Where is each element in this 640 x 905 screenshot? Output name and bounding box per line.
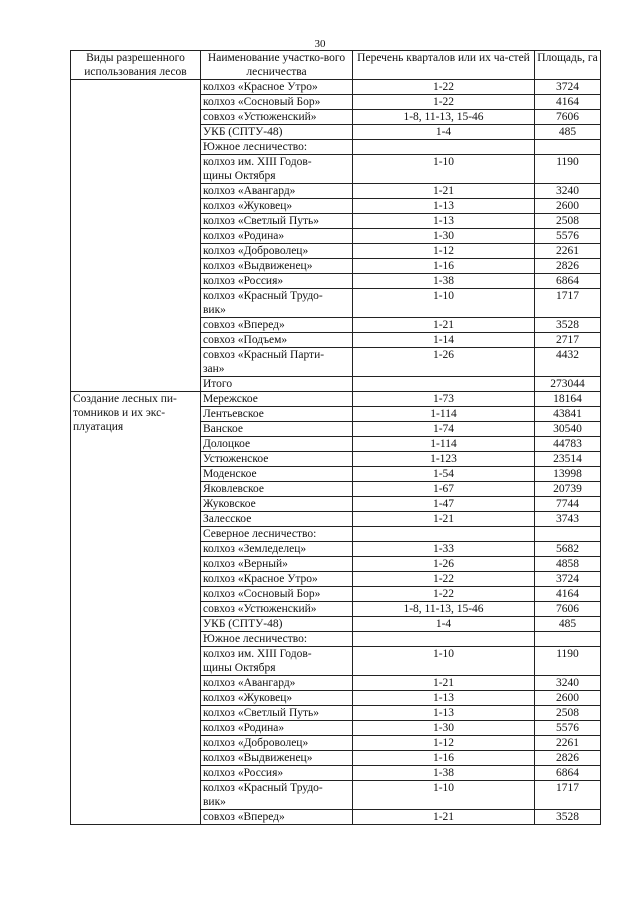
table-row (71, 392, 601, 407)
area-cell: 43841 (535, 407, 601, 422)
forestry-name-cell: колхоз «Авангард» (201, 676, 353, 691)
page-number: 30 (314, 38, 326, 50)
area-cell: 3528 (535, 318, 601, 333)
table-row (71, 80, 601, 95)
forestry-name-cell: колхоз «Родина» (201, 229, 353, 244)
quarters-cell: 1-47 (353, 497, 535, 512)
forestry-name-cell: колхоз «Жуковец» (201, 199, 353, 214)
area-cell: 4164 (535, 587, 601, 602)
quarters-cell: 1-13 (353, 706, 535, 721)
area-cell: 30540 (535, 422, 601, 437)
area-cell: 3724 (535, 80, 601, 95)
quarters-cell: 1-54 (353, 467, 535, 482)
forestry-name-cell: Жуковское (201, 497, 353, 512)
quarters-cell (353, 377, 535, 392)
forestry-name-cell: колхоз «Верный» (201, 557, 353, 572)
forestry-name-cell: колхоз им. XIII Годов- щины Октября (201, 155, 353, 184)
forestry-name-cell: колхоз «Авангард» (201, 184, 353, 199)
quarters-cell: 1-26 (353, 557, 535, 572)
area-cell: 18164 (535, 392, 601, 407)
forestry-name-cell: колхоз «Доброволец» (201, 736, 353, 751)
quarters-cell: 1-10 (353, 155, 535, 184)
quarters-cell (353, 140, 535, 155)
quarters-cell: 1-10 (353, 781, 535, 810)
area-cell: 2826 (535, 259, 601, 274)
forestry-name-cell: колхоз «Жуковец» (201, 691, 353, 706)
quarters-cell: 1-30 (353, 721, 535, 736)
forestry-name-cell: Южное лесничество: (201, 140, 353, 155)
area-cell: 1717 (535, 781, 601, 810)
area-cell: 485 (535, 617, 601, 632)
forestry-name-cell: Залесское (201, 512, 353, 527)
area-cell: 7744 (535, 497, 601, 512)
use-type-cell (71, 80, 201, 392)
forestry-name-cell: колхоз «Земледелец» (201, 542, 353, 557)
quarters-cell: 1-12 (353, 736, 535, 751)
quarters-cell: 1-73 (353, 392, 535, 407)
forestry-name-cell: колхоз «Доброволец» (201, 244, 353, 259)
quarters-cell: 1-114 (353, 407, 535, 422)
forestry-name-cell: Моденское (201, 467, 353, 482)
quarters-cell: 1-74 (353, 422, 535, 437)
quarters-cell: 1-30 (353, 229, 535, 244)
forestry-name-cell: колхоз «Выдвиженец» (201, 259, 353, 274)
quarters-cell: 1-21 (353, 318, 535, 333)
area-cell (535, 140, 601, 155)
forestry-name-cell: совхоз «Вперед» (201, 810, 353, 825)
quarters-cell: 1-123 (353, 452, 535, 467)
forestry-name-cell: УКБ (СПТУ-48) (201, 125, 353, 140)
forestry-name-cell: Итого (201, 377, 353, 392)
area-cell: 5682 (535, 542, 601, 557)
quarters-cell: 1-4 (353, 125, 535, 140)
quarters-cell: 1-16 (353, 259, 535, 274)
forestry-name-cell: колхоз «Россия» (201, 274, 353, 289)
forestry-name-cell: совхоз «Устюженский» (201, 110, 353, 125)
forestry-name-cell: УКБ (СПТУ-48) (201, 617, 353, 632)
quarters-cell: 1-13 (353, 199, 535, 214)
quarters-cell: 1-26 (353, 348, 535, 377)
area-cell: 44783 (535, 437, 601, 452)
quarters-cell: 1-67 (353, 482, 535, 497)
quarters-cell: 1-8, 11-13, 15-46 (353, 602, 535, 617)
forestry-name-cell: совхоз «Вперед» (201, 318, 353, 333)
area-cell: 3240 (535, 184, 601, 199)
table-header-row (71, 51, 601, 80)
use-type-cell: Создание лесных пи-томников и их экс-плуатация (71, 392, 201, 825)
quarters-cell: 1-21 (353, 676, 535, 691)
quarters-cell: 1-114 (353, 437, 535, 452)
area-cell: 3240 (535, 676, 601, 691)
quarters-cell: 1-22 (353, 587, 535, 602)
forestry-name-cell: Долоцкое (201, 437, 353, 452)
forestry-name-cell: совхоз «Устюженский» (201, 602, 353, 617)
area-cell: 2600 (535, 691, 601, 706)
forestry-name-cell: колхоз им. XIII Годов- щины Октября (201, 647, 353, 676)
area-cell: 5576 (535, 229, 601, 244)
quarters-cell: 1-16 (353, 751, 535, 766)
area-cell: 7606 (535, 602, 601, 617)
forestry-name-cell: Яковлевское (201, 482, 353, 497)
forestry-name-cell: Устюженское (201, 452, 353, 467)
quarters-cell: 1-22 (353, 572, 535, 587)
forestry-name-cell: совхоз «Красный Парти- зан» (201, 348, 353, 377)
header-forestry-name: Наименование участко-вого лесничества (201, 51, 353, 80)
area-cell: 2261 (535, 736, 601, 751)
area-cell: 1717 (535, 289, 601, 318)
forestry-name-cell: колхоз «Сосновый Бор» (201, 587, 353, 602)
area-cell: 2826 (535, 751, 601, 766)
header-use-type: Виды разрешенного использования лесов (71, 51, 201, 80)
quarters-cell: 1-38 (353, 274, 535, 289)
quarters-cell: 1-22 (353, 95, 535, 110)
forestry-name-cell: колхоз «Светлый Путь» (201, 706, 353, 721)
area-cell: 1190 (535, 155, 601, 184)
quarters-cell: 1-8, 11-13, 15-46 (353, 110, 535, 125)
forest-use-table (70, 50, 601, 825)
area-cell: 2261 (535, 244, 601, 259)
header-quarters: Перечень кварталов или их ча-стей (353, 51, 535, 80)
area-cell: 485 (535, 125, 601, 140)
area-cell: 2600 (535, 199, 601, 214)
table-body (71, 80, 601, 825)
quarters-cell: 1-10 (353, 647, 535, 676)
forestry-name-cell: Южное лесничество: (201, 632, 353, 647)
quarters-cell: 1-13 (353, 691, 535, 706)
area-cell (535, 632, 601, 647)
quarters-cell (353, 527, 535, 542)
area-cell: 5576 (535, 721, 601, 736)
area-cell: 2508 (535, 214, 601, 229)
area-cell: 6864 (535, 274, 601, 289)
area-cell: 4164 (535, 95, 601, 110)
quarters-cell: 1-21 (353, 184, 535, 199)
area-cell: 3724 (535, 572, 601, 587)
forestry-name-cell: колхоз «Красный Трудо- вик» (201, 289, 353, 318)
area-cell: 2717 (535, 333, 601, 348)
quarters-cell: 1-13 (353, 214, 535, 229)
forestry-name-cell: колхоз «Родина» (201, 721, 353, 736)
forestry-name-cell: колхоз «Красный Трудо- вик» (201, 781, 353, 810)
area-cell: 13998 (535, 467, 601, 482)
quarters-cell: 1-21 (353, 810, 535, 825)
quarters-cell: 1-10 (353, 289, 535, 318)
quarters-cell: 1-4 (353, 617, 535, 632)
forestry-name-cell: колхоз «Красное Утро» (201, 572, 353, 587)
area-cell (535, 527, 601, 542)
area-cell: 7606 (535, 110, 601, 125)
forestry-name-cell: колхоз «Россия» (201, 766, 353, 781)
area-cell: 4858 (535, 557, 601, 572)
area-cell: 3528 (535, 810, 601, 825)
forestry-name-cell: колхоз «Выдвиженец» (201, 751, 353, 766)
quarters-cell: 1-38 (353, 766, 535, 781)
forestry-name-cell: Северное лесничество: (201, 527, 353, 542)
header-area: Площадь, га (535, 51, 601, 80)
quarters-cell: 1-22 (353, 80, 535, 95)
forestry-name-cell: колхоз «Светлый Путь» (201, 214, 353, 229)
forestry-name-cell: Ванское (201, 422, 353, 437)
quarters-cell: 1-14 (353, 333, 535, 348)
forestry-name-cell: Лентьевское (201, 407, 353, 422)
area-cell: 273044 (535, 377, 601, 392)
quarters-cell: 1-33 (353, 542, 535, 557)
quarters-cell: 1-12 (353, 244, 535, 259)
area-cell: 4432 (535, 348, 601, 377)
area-cell: 23514 (535, 452, 601, 467)
forestry-name-cell: совхоз «Подъем» (201, 333, 353, 348)
area-cell: 3743 (535, 512, 601, 527)
area-cell: 20739 (535, 482, 601, 497)
area-cell: 6864 (535, 766, 601, 781)
area-cell: 2508 (535, 706, 601, 721)
forestry-name-cell: колхоз «Красное Утро» (201, 80, 353, 95)
quarters-cell (353, 632, 535, 647)
forestry-name-cell: Мережское (201, 392, 353, 407)
forestry-name-cell: колхоз «Сосновый Бор» (201, 95, 353, 110)
quarters-cell: 1-21 (353, 512, 535, 527)
area-cell: 1190 (535, 647, 601, 676)
